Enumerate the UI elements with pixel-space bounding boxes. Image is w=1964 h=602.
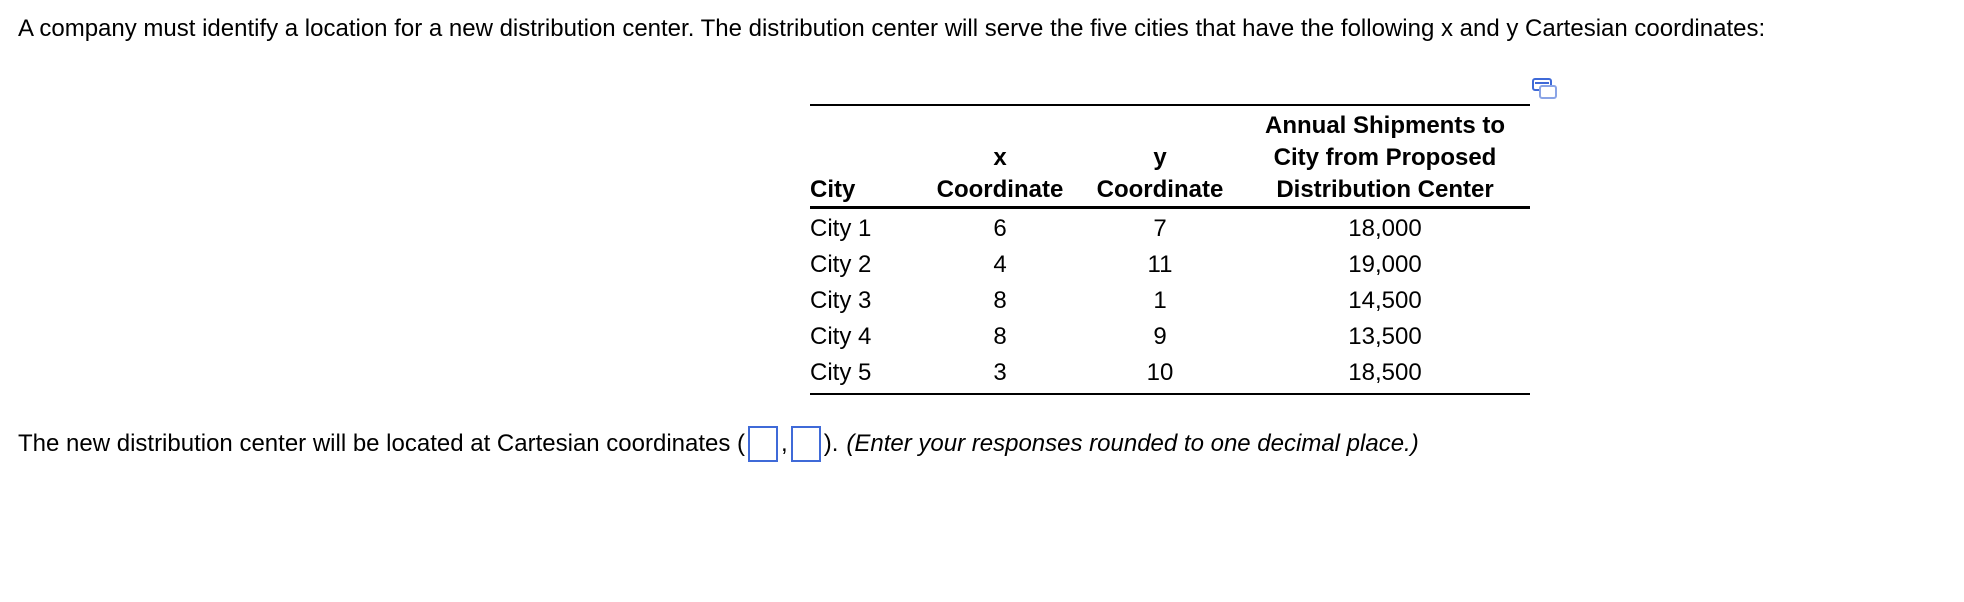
answer-separator: , bbox=[781, 430, 788, 457]
header-city bbox=[810, 105, 920, 208]
cell-x: 8 bbox=[993, 323, 1007, 350]
cell-y: 11 bbox=[1147, 251, 1173, 278]
header-y-coordinate bbox=[1080, 105, 1240, 208]
table-row bbox=[810, 208, 1530, 248]
cell-city: City 4 bbox=[810, 323, 872, 350]
cell-shipments: 14,500 bbox=[1348, 287, 1422, 314]
cell-y: 9 bbox=[1153, 323, 1167, 350]
cities-table bbox=[810, 104, 1530, 395]
table-row bbox=[810, 355, 1530, 394]
header-ship-line3: Distribution Center bbox=[1276, 176, 1494, 203]
cell-shipments: 18,500 bbox=[1348, 359, 1422, 386]
header-x-line2: Coordinate bbox=[936, 176, 1064, 203]
cell-city: City 2 bbox=[810, 251, 872, 278]
header-ship-line1: Annual Shipments to bbox=[1265, 112, 1505, 139]
cell-x: 3 bbox=[993, 359, 1007, 386]
table-header-row bbox=[810, 105, 1530, 208]
cell-x: 4 bbox=[993, 251, 1007, 278]
question-text: A company must identify a location for a new distribution center. The distribution center will serve the five cities that have the following x and y Cartesian coordinates: bbox=[18, 15, 1766, 42]
cell-x: 8 bbox=[993, 287, 1007, 314]
header-ship-line2: City from Proposed bbox=[1273, 144, 1497, 171]
cell-city: City 3 bbox=[810, 287, 872, 314]
copy-table-icon[interactable] bbox=[1532, 78, 1558, 100]
cell-shipments: 18,000 bbox=[1348, 215, 1422, 242]
cell-y: 10 bbox=[1146, 359, 1174, 386]
answer-suffix: ). bbox=[823, 430, 839, 457]
cell-city: City 1 bbox=[810, 215, 872, 242]
answer-hint: (Enter your responses rounded to one decimal place.) bbox=[846, 430, 1419, 457]
y-coordinate-input[interactable] bbox=[791, 426, 821, 462]
header-y-line2: Coordinate bbox=[1096, 176, 1224, 203]
header-annual-shipments bbox=[1240, 105, 1530, 208]
cities-table-container bbox=[810, 104, 1530, 395]
table-row bbox=[810, 283, 1530, 319]
header-x-coordinate bbox=[920, 105, 1080, 208]
header-y-line1: y bbox=[1153, 144, 1167, 171]
cell-city: City 5 bbox=[810, 359, 872, 386]
table-row bbox=[810, 247, 1530, 283]
x-coordinate-input[interactable] bbox=[748, 426, 778, 462]
cell-y: 1 bbox=[1153, 287, 1167, 314]
cell-shipments: 13,500 bbox=[1348, 323, 1422, 350]
table-row bbox=[810, 319, 1530, 355]
header-city-label: City bbox=[810, 176, 856, 203]
cell-shipments: 19,000 bbox=[1348, 251, 1422, 278]
header-x-line1: x bbox=[993, 144, 1007, 171]
cell-x: 6 bbox=[993, 215, 1007, 242]
cell-y: 7 bbox=[1153, 215, 1167, 242]
answer-line bbox=[18, 425, 1419, 463]
answer-prefix: The new distribution center will be located at Cartesian coordinates ( bbox=[18, 430, 746, 457]
